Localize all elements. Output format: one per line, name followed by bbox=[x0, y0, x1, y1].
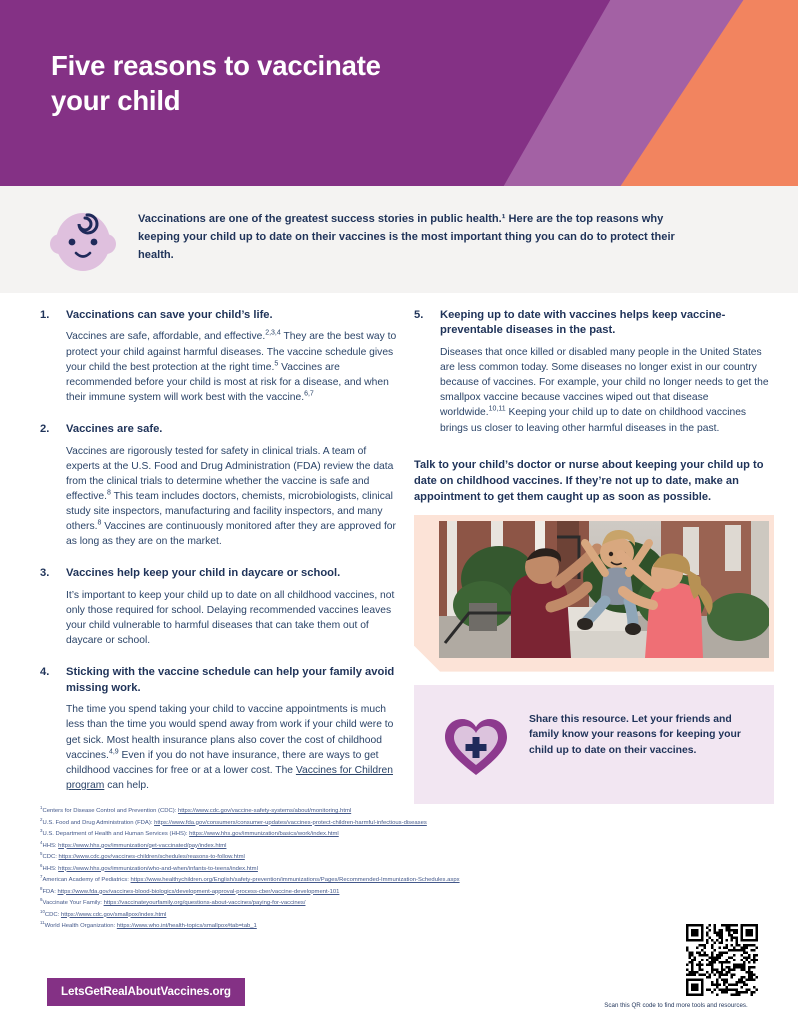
intro-text: Vaccinations are one of the greatest success stories in public health.¹ Here are the top reasons why keeping your child up to date on their vaccines is the most important thing you can do to protect their health. bbox=[138, 213, 675, 261]
reason-item-4 bbox=[40, 665, 400, 793]
reason-heading: Sticking with the vaccine schedule can help your family avoid missing work. bbox=[66, 666, 395, 694]
site-logo-badge[interactable]: LetsGetRealAboutVaccines.org bbox=[47, 978, 245, 1006]
footnote-link[interactable]: https://www.healthychildren.org/English/safety-prevention/immunizations/Pages/Recommended-Immunization-Schedules.aspx bbox=[130, 877, 460, 884]
footnote-label: HHS: bbox=[42, 865, 59, 872]
reason-heading: Vaccines are safe. bbox=[66, 423, 163, 436]
footnote-label: World Health Organization: bbox=[44, 923, 117, 930]
footnote-link[interactable]: https://www.cdc.gov/smallpox/index.html bbox=[60, 911, 167, 918]
footnote-label: U.S. Department of Health and Human Services (HHS): bbox=[42, 831, 190, 838]
reason-body-text: Diseases that once killed or disabled many people in the United States are less common today. Some diseases no longer exist in our country because of vaccines. For example, your child no longer needs to get the smallpox vaccine because vaccines wiped out that disease worldwide.$^{10,11}$ Keeping your child up to date on childhood vaccines brings us closer to leaving other harmful diseases in the past. bbox=[440, 346, 769, 434]
footnote-label: U.S. Food and Drug Administration (FDA): bbox=[42, 819, 155, 826]
share-resource-text: Share this resource. Let your friends and family know your reasons for keeping your child up to date on their vaccines. bbox=[529, 713, 741, 757]
footnote-ref: 2,3,4 bbox=[265, 330, 281, 338]
footnote-label: CDC: bbox=[42, 854, 59, 861]
footnote-label: Vaccinate Your Family: bbox=[42, 900, 104, 907]
footnote-ref: 8 bbox=[97, 519, 102, 527]
footnote-ref: 10,11 bbox=[488, 405, 506, 413]
footnote-number: 2 bbox=[40, 816, 43, 822]
footnote-link[interactable]: https://www.fda.gov/consumers/consumer-updates/vaccines-protect-children-harmful-infectious-diseases bbox=[154, 819, 427, 826]
reason-heading: Keeping up to date with vaccines helps keep vaccine-preventable diseases in the past. bbox=[440, 309, 726, 337]
footnote-number: 7 bbox=[40, 874, 43, 880]
footnote-number: 10 bbox=[40, 908, 45, 914]
right-column bbox=[414, 308, 774, 804]
heart-plus-icon bbox=[443, 717, 509, 777]
page-title-line-1: Five reasons to vaccinate bbox=[51, 50, 381, 81]
footnote-link[interactable]: https://www.fda.gov/vaccines-blood-biologics/development-approval-process-cber/vaccine-development-101 bbox=[57, 888, 340, 895]
reason-item-2 bbox=[40, 422, 400, 549]
footnote-link[interactable]: https://www.hhs.gov/immunization/basics/work/index.html bbox=[189, 831, 339, 838]
page-title bbox=[51, 48, 521, 118]
reason-item-3 bbox=[40, 566, 400, 648]
footnote-link[interactable]: https://www.cdc.gov/vaccines-children/schedules/reasons-to-follow.html bbox=[58, 854, 245, 861]
footnote-item bbox=[40, 887, 690, 899]
footnote-ref: 4,9 bbox=[108, 748, 119, 756]
footnote-label: CDC: bbox=[44, 911, 61, 918]
call-to-action-text: Talk to your child’s doctor or nurse about keeping your child up to date on childhood vaccines. If they’re not up to date, make an appointment to get them caught up as soon as possible. bbox=[414, 458, 764, 503]
vaccines-for-children-link[interactable]: Vaccines for Children program bbox=[66, 764, 393, 791]
left-column bbox=[40, 308, 400, 810]
family-photo-block bbox=[414, 515, 774, 672]
footnote-link[interactable]: https://www.hhs.gov/immunization/get-vaccinated/pay/index.html bbox=[58, 842, 227, 849]
footnote-item bbox=[40, 818, 690, 830]
footnote-link[interactable]: https://vaccinateyourfamily.org/questions-about-vaccines/paying-for-vaccines/ bbox=[103, 900, 306, 907]
qr-caption: Scan this QR code to find more tools and resources. bbox=[604, 1002, 748, 1009]
footnote-number: 3 bbox=[40, 828, 43, 834]
footnote-ref: 5 bbox=[274, 360, 279, 368]
footnote-item bbox=[40, 829, 690, 841]
footnote-item bbox=[40, 921, 690, 933]
reason-item-1 bbox=[40, 308, 400, 405]
reason-number: 5. bbox=[414, 309, 424, 321]
baby-face-icon bbox=[47, 208, 119, 274]
page-title-line-2: your child bbox=[51, 85, 181, 117]
reason-item-5 bbox=[414, 308, 774, 436]
footnote-label: FDA: bbox=[42, 888, 58, 895]
footnote-ref: 6,7 bbox=[304, 390, 314, 398]
footnote-number: 1 bbox=[40, 805, 43, 811]
page-header bbox=[0, 0, 798, 186]
footnote-item bbox=[40, 852, 690, 864]
footnote-label: Centers for Disease Control and Prevention (CDC): bbox=[42, 808, 178, 814]
footnotes-list bbox=[40, 806, 690, 933]
reason-number: 3. bbox=[40, 567, 50, 580]
family-photo bbox=[439, 521, 769, 658]
reason-heading: Vaccines help keep your child in daycare or school. bbox=[66, 567, 341, 580]
reason-body-text: Vaccines are rigorously tested for safety in clinical trials. A team of experts at the U.S. Food and Drug Administration (FDA) review the data from the clinical trials to determine whether the vaccine is safe and effective.$^8$ This team includes doctors, chemists, microbiologists, clinical study site inspectors, manufacturing and facility inspectors, and many others.$^8$ Vaccines are continuously monitored after they are approved for as long as they are on the market. bbox=[66, 445, 396, 548]
footnote-item bbox=[40, 910, 690, 922]
share-resource-box bbox=[414, 685, 774, 804]
reason-number: 1. bbox=[40, 309, 50, 321]
footnote-number: 9 bbox=[40, 897, 43, 903]
footnote-item bbox=[40, 806, 690, 818]
footnote-link[interactable]: https://www.cdc.gov/vaccine-safety-systems/about/monitoring.html bbox=[178, 808, 352, 814]
footnote-number: 5 bbox=[40, 851, 43, 857]
footnote-link[interactable]: https://www.hhs.gov/immunization/who-and-when/infants-to-teens/index.html bbox=[58, 865, 258, 872]
footnote-item bbox=[40, 841, 690, 853]
footnote-ref: 8 bbox=[107, 489, 111, 497]
footnote-item bbox=[40, 864, 690, 876]
reason-heading: Vaccinations can save your child’s life. bbox=[66, 309, 273, 321]
reason-body-text: It’s important to keep your child up to date on all childhood vaccines, not only those required for school. Delaying recommended vaccines leaves your child vulnerable to harmful diseases that can take them out of daycare or school. bbox=[66, 589, 395, 647]
footnote-item bbox=[40, 875, 690, 887]
intro-band bbox=[0, 186, 798, 293]
footnote-label: American Academy of Pediatrics: bbox=[42, 877, 131, 884]
reason-body-text: Vaccines are safe, affordable, and effective.$^{2,3,4}$ They are the best way to protect your child against harmful diseases. The vaccine schedule gives your child the best protection at the right time.$^5$ Vaccines are recommended before your child is most at risk for a disease, and when their immune system will work best with the vaccine.$^{6,7}$ bbox=[66, 330, 397, 403]
footnote-item bbox=[40, 898, 690, 910]
footnote-link[interactable]: https://www.who.int/health-topics/smallpox#tab=tab_1 bbox=[116, 923, 257, 930]
footnote-number: 6 bbox=[40, 862, 43, 868]
reason-number: 2. bbox=[40, 423, 50, 436]
footnote-number: 11 bbox=[40, 920, 45, 926]
reason-number: 4. bbox=[40, 666, 50, 679]
footnote-label: HHS: bbox=[42, 842, 59, 849]
footnote-number: 4 bbox=[40, 839, 43, 845]
footnote-number: 8 bbox=[40, 885, 43, 891]
qr-code-icon[interactable] bbox=[686, 924, 758, 996]
reason-body-text: The time you spend taking your child to vaccine appointments is much less than the time you would spend away from work if your child were to get sick. Most health insurance plans also cover the cost of childhood vaccines.$^{4,9}$ Even if you do not have insurance, there are ways to get childhood vaccines for free or at a lower cost. The Vaccines for Children program can help. bbox=[66, 704, 394, 791]
